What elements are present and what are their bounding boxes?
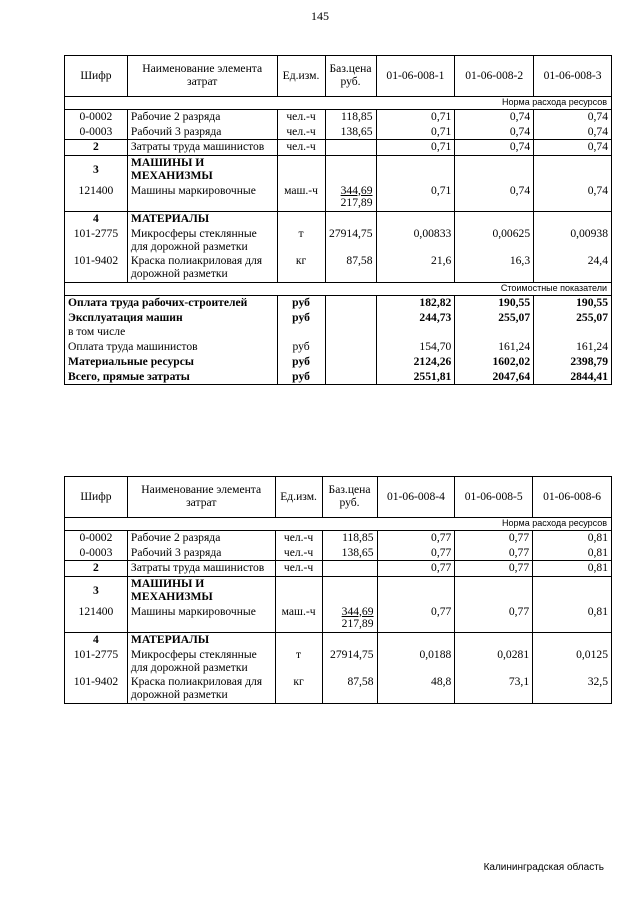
row-code: 121400 [65, 605, 128, 633]
row-price [322, 605, 377, 633]
cost-value-2: 161,24 [455, 340, 534, 355]
table-row [65, 140, 612, 156]
row-value-1: 0,71 [376, 109, 455, 124]
section-title: МАТЕРИАЛЫ [127, 212, 277, 227]
cost-value-1: 2551,81 [376, 370, 455, 385]
row-unit: т [275, 648, 322, 676]
row-value-2: 0,77 [455, 561, 533, 577]
norm-caption: Норма расхода ресурсов [65, 518, 612, 531]
row-value-3: 32,5 [533, 675, 612, 703]
section-caption-row [65, 97, 612, 110]
cost-row [65, 340, 612, 355]
cost-name: Всего, прямые затраты [65, 370, 278, 385]
cost-unit: руб [277, 295, 325, 310]
row-code: 0-0003 [65, 125, 128, 140]
header-code: Шифр [65, 56, 128, 97]
row-value-1: 0,77 [377, 546, 455, 561]
row-price-current: 344,69 [340, 183, 373, 197]
row-price-secondary: 217,89 [340, 196, 373, 210]
row-unit: чел.-ч [277, 140, 325, 156]
cost-unit: руб [277, 355, 325, 370]
row-code: 4 [65, 633, 128, 648]
row-code: 101-2775 [65, 227, 128, 255]
row-price [322, 561, 377, 577]
cost-unit: руб [277, 311, 325, 326]
footer-region: Калининградская область [483, 862, 604, 873]
header-col-3: 01-06-008-6 [533, 477, 612, 518]
cost-value-1: 244,73 [376, 311, 455, 326]
table-row [65, 546, 612, 561]
row-value-3: 24,4 [534, 254, 612, 282]
table-row [65, 254, 612, 282]
row-value-1: 0,00833 [376, 227, 455, 255]
row-name: Рабочие 2 разряда [127, 109, 277, 124]
row-value-2: 0,74 [455, 184, 534, 212]
cost-row [65, 295, 612, 310]
cost-value-3: 2844,41 [534, 370, 612, 385]
table-row [65, 227, 612, 255]
cost-row-total [65, 370, 612, 385]
row-price: 87,58 [322, 675, 377, 703]
row-code: 4 [65, 212, 128, 227]
row-value-2: 0,74 [455, 125, 534, 140]
header-name: Наименование элемента затрат [127, 477, 275, 518]
row-value-3: 0,74 [534, 125, 612, 140]
row-unit: кг [277, 254, 325, 282]
row-value-3: 0,81 [533, 561, 612, 577]
row-value-3: 0,81 [533, 546, 612, 561]
cost-value-1: 182,82 [376, 295, 455, 310]
section-caption-row [65, 518, 612, 531]
row-value-2: 73,1 [455, 675, 533, 703]
table-row [65, 109, 612, 124]
table-header-row [65, 56, 612, 97]
header-base-price: Баз.цена руб. [322, 477, 377, 518]
row-price: 118,85 [325, 109, 376, 124]
row-price-current: 344,69 [341, 604, 374, 618]
cost-caption: Стоимостные показатели [65, 282, 612, 295]
row-unit: чел.-ч [275, 546, 322, 561]
row-unit: т [277, 227, 325, 255]
row-unit: маш.-ч [275, 605, 322, 633]
row-value-1: 0,0188 [377, 648, 455, 676]
header-col-2: 01-06-008-5 [455, 477, 533, 518]
row-name: Машины маркировочные [127, 184, 277, 212]
row-value-1: 0,77 [377, 561, 455, 577]
header-base-price: Баз.цена руб. [325, 56, 376, 97]
cost-table-2 [64, 476, 612, 704]
row-value-1: 0,71 [376, 140, 455, 156]
section-row-machines [65, 577, 612, 605]
table-row [65, 675, 612, 703]
cost-value-2: 2047,64 [455, 370, 534, 385]
section-row-materials [65, 633, 612, 648]
row-value-3: 0,74 [534, 184, 612, 212]
table-row [65, 648, 612, 676]
row-value-1: 21,6 [376, 254, 455, 282]
row-price: 138,65 [325, 125, 376, 140]
row-unit: кг [275, 675, 322, 703]
row-unit: чел.-ч [275, 561, 322, 577]
section-title: МАШИНЫ И МЕХАНИЗМЫ [127, 577, 275, 605]
section-row-machines [65, 156, 612, 184]
cost-value-1: 2124,26 [376, 355, 455, 370]
cost-value-2: 255,07 [455, 311, 534, 326]
cost-row [65, 325, 612, 340]
row-code: 101-9402 [65, 254, 128, 282]
row-price: 138,65 [322, 546, 377, 561]
row-name: Рабочий 3 разряда [127, 546, 275, 561]
row-name: Затраты труда машинистов [127, 140, 277, 156]
table-row [65, 125, 612, 140]
cost-table-1 [64, 55, 612, 385]
row-code: 121400 [65, 184, 128, 212]
cost-value-3: 2398,79 [534, 355, 612, 370]
cost-unit: руб [277, 340, 325, 355]
row-value-1: 0,77 [377, 605, 455, 633]
section-title: МАТЕРИАЛЫ [127, 633, 275, 648]
row-price: 27914,75 [322, 648, 377, 676]
row-code: 3 [65, 577, 128, 605]
row-value-1: 0,77 [377, 530, 455, 545]
header-col-2: 01-06-008-2 [455, 56, 534, 97]
row-value-3: 0,0125 [533, 648, 612, 676]
cost-value-2: 1602,02 [455, 355, 534, 370]
row-price: 87,58 [325, 254, 376, 282]
norm-caption: Норма расхода ресурсов [65, 97, 612, 110]
row-code: 0-0002 [65, 530, 128, 545]
page-number: 145 [311, 9, 329, 23]
row-value-2: 0,77 [455, 530, 533, 545]
row-name: Рабочие 2 разряда [127, 530, 275, 545]
row-value-3: 0,00938 [534, 227, 612, 255]
cost-name: Эксплуатация машин [65, 311, 278, 326]
row-value-2: 0,77 [455, 605, 533, 633]
row-price-secondary: 217,89 [341, 617, 374, 631]
cost-name: Оплата труда рабочих-строителей [65, 295, 278, 310]
row-value-2: 0,77 [455, 546, 533, 561]
row-code: 101-2775 [65, 648, 128, 676]
cost-row [65, 355, 612, 370]
cost-value-3: 255,07 [534, 311, 612, 326]
table-row [65, 605, 612, 633]
row-value-3: 0,74 [534, 109, 612, 124]
row-unit: чел.-ч [277, 125, 325, 140]
section-caption-row [65, 282, 612, 295]
row-name: Краска полиакриловая для дорожной разметки [127, 675, 275, 703]
table-row [65, 561, 612, 577]
header-unit: Ед.изм. [275, 477, 322, 518]
cost-name: Материальные ресурсы [65, 355, 278, 370]
table-row [65, 184, 612, 212]
row-name: Микросферы стеклянные для дорожной разметки [127, 648, 275, 676]
row-value-1: 48,8 [377, 675, 455, 703]
table-row [65, 530, 612, 545]
cost-value-2: 190,55 [455, 295, 534, 310]
row-value-2: 0,0281 [455, 648, 533, 676]
section-row-materials [65, 212, 612, 227]
row-value-3: 0,81 [533, 530, 612, 545]
cost-name: в том числе [65, 325, 278, 340]
row-price [325, 184, 376, 212]
row-name: Краска полиакриловая для дорожной разметки [127, 254, 277, 282]
row-code: 0-0002 [65, 109, 128, 124]
cost-value-3: 190,55 [534, 295, 612, 310]
section-title: МАШИНЫ И МЕХАНИЗМЫ [127, 156, 277, 184]
row-code: 2 [65, 561, 128, 577]
row-name: Машины маркировочные [127, 605, 275, 633]
row-name: Рабочий 3 разряда [127, 125, 277, 140]
cost-value-3: 161,24 [534, 340, 612, 355]
row-code: 3 [65, 156, 128, 184]
row-price: 118,85 [322, 530, 377, 545]
row-value-2: 16,3 [455, 254, 534, 282]
header-unit: Ед.изм. [277, 56, 325, 97]
row-value-2: 0,74 [455, 140, 534, 156]
header-col-3: 01-06-008-3 [534, 56, 612, 97]
cost-name: Оплата труда машинистов [65, 340, 278, 355]
header-name: Наименование элемента затрат [127, 56, 277, 97]
header-col-1: 01-06-008-1 [376, 56, 455, 97]
row-unit: чел.-ч [275, 530, 322, 545]
row-unit: чел.-ч [277, 109, 325, 124]
row-code: 2 [65, 140, 128, 156]
row-value-2: 0,74 [455, 109, 534, 124]
row-value-2: 0,00625 [455, 227, 534, 255]
row-value-3: 0,81 [533, 605, 612, 633]
row-price: 27914,75 [325, 227, 376, 255]
header-col-1: 01-06-008-4 [377, 477, 455, 518]
row-unit: маш.-ч [277, 184, 325, 212]
row-name: Микросферы стеклянные для дорожной разметки [127, 227, 277, 255]
cost-value-1: 154,70 [376, 340, 455, 355]
row-code: 101-9402 [65, 675, 128, 703]
row-name: Затраты труда машинистов [127, 561, 275, 577]
cost-row [65, 311, 612, 326]
cost-unit: руб [277, 370, 325, 385]
table-header-row [65, 477, 612, 518]
row-price [325, 140, 376, 156]
header-code: Шифр [65, 477, 128, 518]
row-value-1: 0,71 [376, 184, 455, 212]
row-value-3: 0,74 [534, 140, 612, 156]
row-value-1: 0,71 [376, 125, 455, 140]
row-code: 0-0003 [65, 546, 128, 561]
